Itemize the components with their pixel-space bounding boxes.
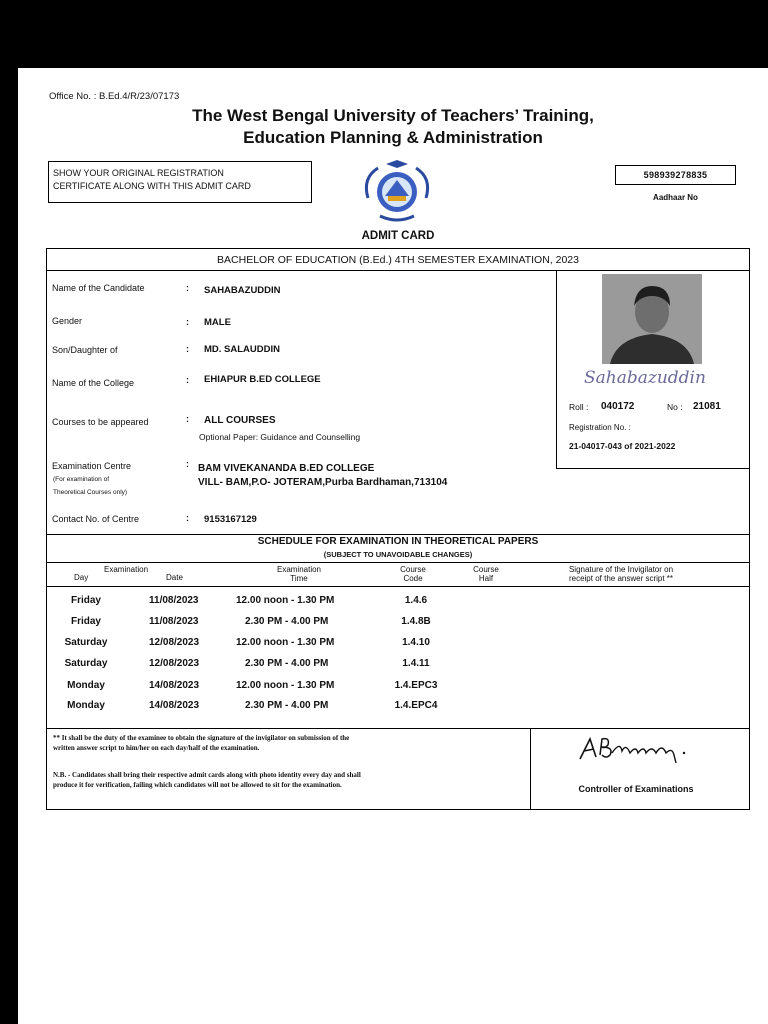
header-course-code [388,565,438,583]
controller-of-examinations: Controller of Examinations [578,784,694,794]
header-course-half-line2: Half [478,574,494,583]
divider [46,586,750,587]
candidate-name: SAHABAZUDDIN [204,285,281,296]
header-signature-line2: receipt of the answer script ** [568,574,674,583]
admit-card-page [18,68,768,1024]
college-name: EHIAPUR B.ED COLLEGE [204,374,321,385]
schedule-time: 12.00 noon - 1.30 PM [236,680,335,691]
registration-label: Registration No. : [569,423,631,432]
schedule-time: 12.00 noon - 1.30 PM [236,637,335,648]
office-number: Office No. : B.Ed.4/R/23/07173 [49,91,180,102]
notice-line2: CERTIFICATE ALONG WITH THIS ADMIT CARD [53,181,251,191]
candidate-name-label: Name of the Candidate [52,283,145,293]
optional-paper: Optional Paper: Guidance and Counselling [199,432,361,442]
roll-label: Roll : [569,402,589,412]
admit-card-title: ADMIT CARD [361,230,435,242]
schedule-day: Monday [67,680,105,691]
colon: : [186,513,189,523]
no-value: 21081 [693,401,721,412]
header-date: Date [166,573,183,582]
schedule-time: 2.30 PM - 4.00 PM [245,616,329,627]
aadhaar-label: Aadhaar No [653,193,698,202]
schedule-time: 12.00 noon - 1.30 PM [236,595,335,606]
schedule-code: 1.4.8B [401,616,431,627]
schedule-date: 14/08/2023 [149,700,200,711]
schedule-date: 11/08/2023 [149,595,199,606]
divider [46,270,750,271]
contact-number: 9153167129 [204,514,257,525]
colon: : [186,317,189,327]
gender-label: Gender [52,316,83,326]
divider [46,562,750,563]
contact-label: Contact No. of Centre [52,514,140,524]
divider [556,468,750,469]
exam-title: BACHELOR OF EDUCATION (B.Ed.) 4TH SEMESTER EXAMINATION, 2023 [217,254,579,266]
header-exam-time-line1: Examination [276,565,322,574]
invigilator-note-line1: ** It shall be the duty of the examinee to obtain the signature of the invigilator on submission of the [53,734,350,742]
header-day: Day [74,573,89,582]
roll-number: 040172 [601,401,635,412]
schedule-title: SCHEDULE FOR EXAMINATION IN THEORETICAL PAPERS [257,536,539,547]
schedule-code: 1.4.EPC4 [394,700,438,711]
invigilator-note [53,733,483,753]
schedule-day: Saturday [64,658,108,669]
schedule-day: Monday [67,700,105,711]
candidate-photo [602,274,702,364]
courses-value: ALL COURSES [204,415,276,426]
no-label: No : [667,402,683,412]
schedule-time: 2.30 PM - 4.00 PM [245,658,329,669]
schedule-code: 1.4.11 [402,658,430,669]
header-exam-time [249,565,349,583]
colon: : [186,375,189,385]
university-name-line1: The West Bengal University of Teachers’ Training, [192,106,594,125]
schedule-day: Friday [70,616,101,627]
parent-label: Son/Daughter of [52,345,118,355]
invigilator-note-line2: written answer script to him/her on each day/half of the examination. [53,744,260,752]
schedule-time: 2.30 PM - 4.00 PM [245,700,329,711]
nb-note-line2: produce it for verification, failing which candidates will not be allowed to sit for the examination. [53,781,342,789]
colon: : [186,344,189,354]
divider [46,534,750,535]
notice-line1: SHOW YOUR ORIGINAL REGISTRATION [53,168,224,178]
header-course-code-line2: Code [403,574,423,583]
header-invigilator-signature [536,565,706,583]
gender-value: MALE [204,317,231,328]
exam-centre-name: BAM VIVEKANANDA B.ED COLLEGE [198,463,375,474]
schedule-day: Friday [70,595,101,606]
nb-note-line1: N.B. - Candidates shall bring their respective admit cards along with photo identity every day and shall [53,771,361,779]
courses-label: Courses to be appeared [52,417,149,427]
schedule-code: 1.4.10 [402,637,430,648]
schedule-date: 14/08/2023 [149,680,200,691]
header-course-half-line1: Course [473,565,499,574]
header-course-half [461,565,511,583]
nb-note [53,770,483,790]
aadhaar-number: 598939278835 [615,165,736,185]
exam-centre-note1: (For examination of [53,476,109,483]
colon: : [186,459,189,469]
college-label: Name of the College [52,378,135,388]
schedule-day: Saturday [64,637,108,648]
registration-notice-box [48,161,312,203]
controller-signature-icon [576,733,716,769]
header-examination: Examination [104,565,149,574]
schedule-code: 1.4.6 [404,595,428,606]
divider [556,270,557,468]
divider [530,728,531,810]
divider [46,728,750,729]
colon: : [186,283,189,293]
colon: : [186,414,189,424]
schedule-date: 11/08/2023 [149,616,199,627]
header-exam-time-line2: Time [290,574,308,583]
header-signature-line1: Signature of the Invigilator on [568,565,674,574]
exam-centre-address: VILL- BAM,P.O- JOTERAM,Purba Bardhaman,713104 [198,477,448,488]
parent-name: MD. SALAUDDIN [204,344,280,355]
exam-centre-label: Examination Centre [52,461,132,471]
schedule-date: 12/08/2023 [149,658,200,669]
header-course-code-line1: Course [400,565,426,574]
schedule-subtitle: (SUBJECT TO UNAVOIDABLE CHANGES) [323,550,473,559]
schedule-code: 1.4.EPC3 [394,680,438,691]
registration-number: 21-04017-043 of 2021-2022 [569,441,676,451]
university-logo-icon [358,158,436,228]
candidate-signature: Sahabazuddin [584,368,706,388]
schedule-date: 12/08/2023 [149,637,200,648]
university-name-line2: Education Planning & Administration [243,128,543,147]
exam-centre-note2: Theoretical Courses only) [53,489,128,496]
